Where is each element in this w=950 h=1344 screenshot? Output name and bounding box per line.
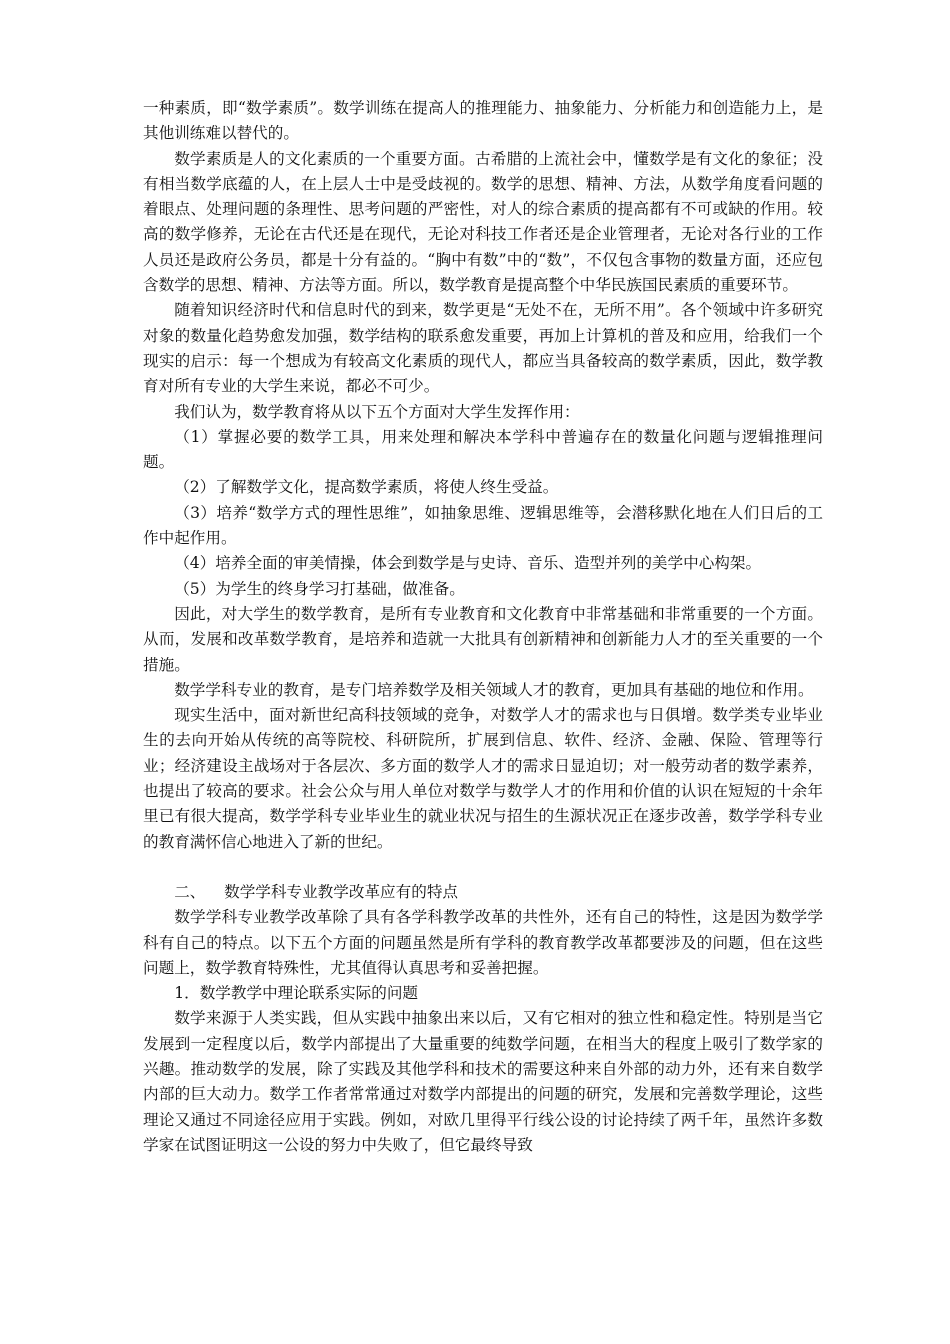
list-item: （5）为学生的终身学习打基础，做准备。: [174, 579, 465, 598]
paragraph: 数学学科专业教学改革除了具有各学科教学改革的共性外，还有自己的特性，这是因为数学学科有自己的特点。以下五个方面的问题虽然是所有学科的教育教学改革都要涉及的问题，但在这些问题上，数学教育特殊性，尤其值得认真思考和妥善把握。: [143, 908, 823, 977]
paragraph: 我们认为，数学教育将从以下五个方面对大学生发挥作用：: [174, 402, 580, 421]
list-item: （3）培养“数学方式的理性思维”，如抽象思维、逻辑思维等，会潜移默化地在人们日后的工作中起作用。: [143, 503, 823, 548]
list-item: （1）掌握必要的数学工具，用来处理和解决本学科中普遍存在的数量化问题与逻辑推理问题。: [143, 427, 823, 472]
paragraph: 数学学科专业的教育，是专门培养数学及相关领域人才的教育，更加具有基础的地位和作用。: [174, 680, 814, 699]
paragraph: 数学来源于人类实践，但从实践中抽象出来以后，又有它相对的独立性和稳定性。特别是当它发展到一定程度以后，数学内部提出了大量重要的纯数学问题，在相当大的程度上吸引了数学家的兴趣。推动数学的发展，除了实践及其他学科和技术的需要这种来自外部的动力外，还有来自数学内部的巨大动力。数学工作者常常通过对数学内部提出的问题的研究，发展和完善数学理论，这些理论又通过不同途径应用于实践。例如，对欧几里得平行线公设的讨论持续了两千年，虽然许多数学家在试图证明这一公设的努力中失败了，但它最终导致: [143, 1009, 823, 1154]
section-heading: [143, 880, 823, 905]
subheading: 1．数学教学中理论联系实际的问题: [174, 984, 419, 1003]
section-number: 二、: [174, 882, 206, 901]
section-title: 数学学科专业教学改革应有的特点: [224, 882, 459, 901]
list-item: （4）培养全面的审美情操，体会到数学是与史诗、音乐、造型并列的美学中心构架。: [174, 554, 762, 573]
paragraph: 因此，对大学生的数学教育，是所有专业教育和文化教育中非常基础和非常重要的一个方面。从而，发展和改革数学教育，是培养和造就一大批具有创新精神和创新能力人才的至关重要的一个措施。: [143, 604, 823, 674]
paragraph: 数学素质是人的文化素质的一个重要方面。古希腊的上流社会中，懂数学是有文化的象征；没有相当数学底蕴的人，在上层人士中是受歧视的。数学的思想、精神、方法，从数学角度看问题的着眼点、处理问题的条理性、思考问题的严密性，对人的综合素质的提高都有不可或缺的作用。较高的数学修养，无论在古代还是在现代，无论对科技工作者还是企业管理者，无论对各行业的工作人员还是政府公务员，都是十分有益的。“胸中有数”中的“数”，不仅包含事物的数量方面，还应包含数学的思想、精神、方法等方面。所以，数学教育是提高整个中华民族国民素质的重要环节。: [143, 149, 823, 295]
paragraph: 随着知识经济时代和信息时代的到来，数学更是“无处不在，无所不用”。各个领域中许多研究对象的数量化趋势愈发加强，数学结构的联系愈发重要，再加上计算机的普及和应用，给我们一个现实的启示：每一个想成为有较高文化素质的现代人，都应当具备较高的数学素质，因此，数学教育对所有专业的大学生来说，都必不可少。: [143, 301, 823, 396]
list-item: （2）了解数学文化，提高数学素质，将使人终生受益。: [174, 478, 559, 497]
paragraph: 现实生活中，面对新世纪高科技领域的竞争，对数学人才的需求也与日俱增。数学类专业毕业生的去向开始从传统的高等院校、科研院所，扩展到信息、软件、经济、金融、保险、管理等行业；经济建设主战场对于各层次、多方面的数学人才的需求日显迫切；对一般劳动者的数学素养，也提出了较高的要求。社会公众与用人单位对数学与数学人才的作用和价值的认识在短短的十余年里已有很大提高，数学学科专业毕业生的就业状况与招生的生源状况正在逐步改善，数学学科专业的教育满怀信心地进入了新的世纪。: [143, 706, 823, 851]
paragraph-continued: 一种素质，即“数学素质”。数学训练在提高人的推理能力、抽象能力、分析能力和创造能力上，是其他训练难以替代的。: [143, 99, 823, 143]
document-page: [143, 96, 823, 1158]
